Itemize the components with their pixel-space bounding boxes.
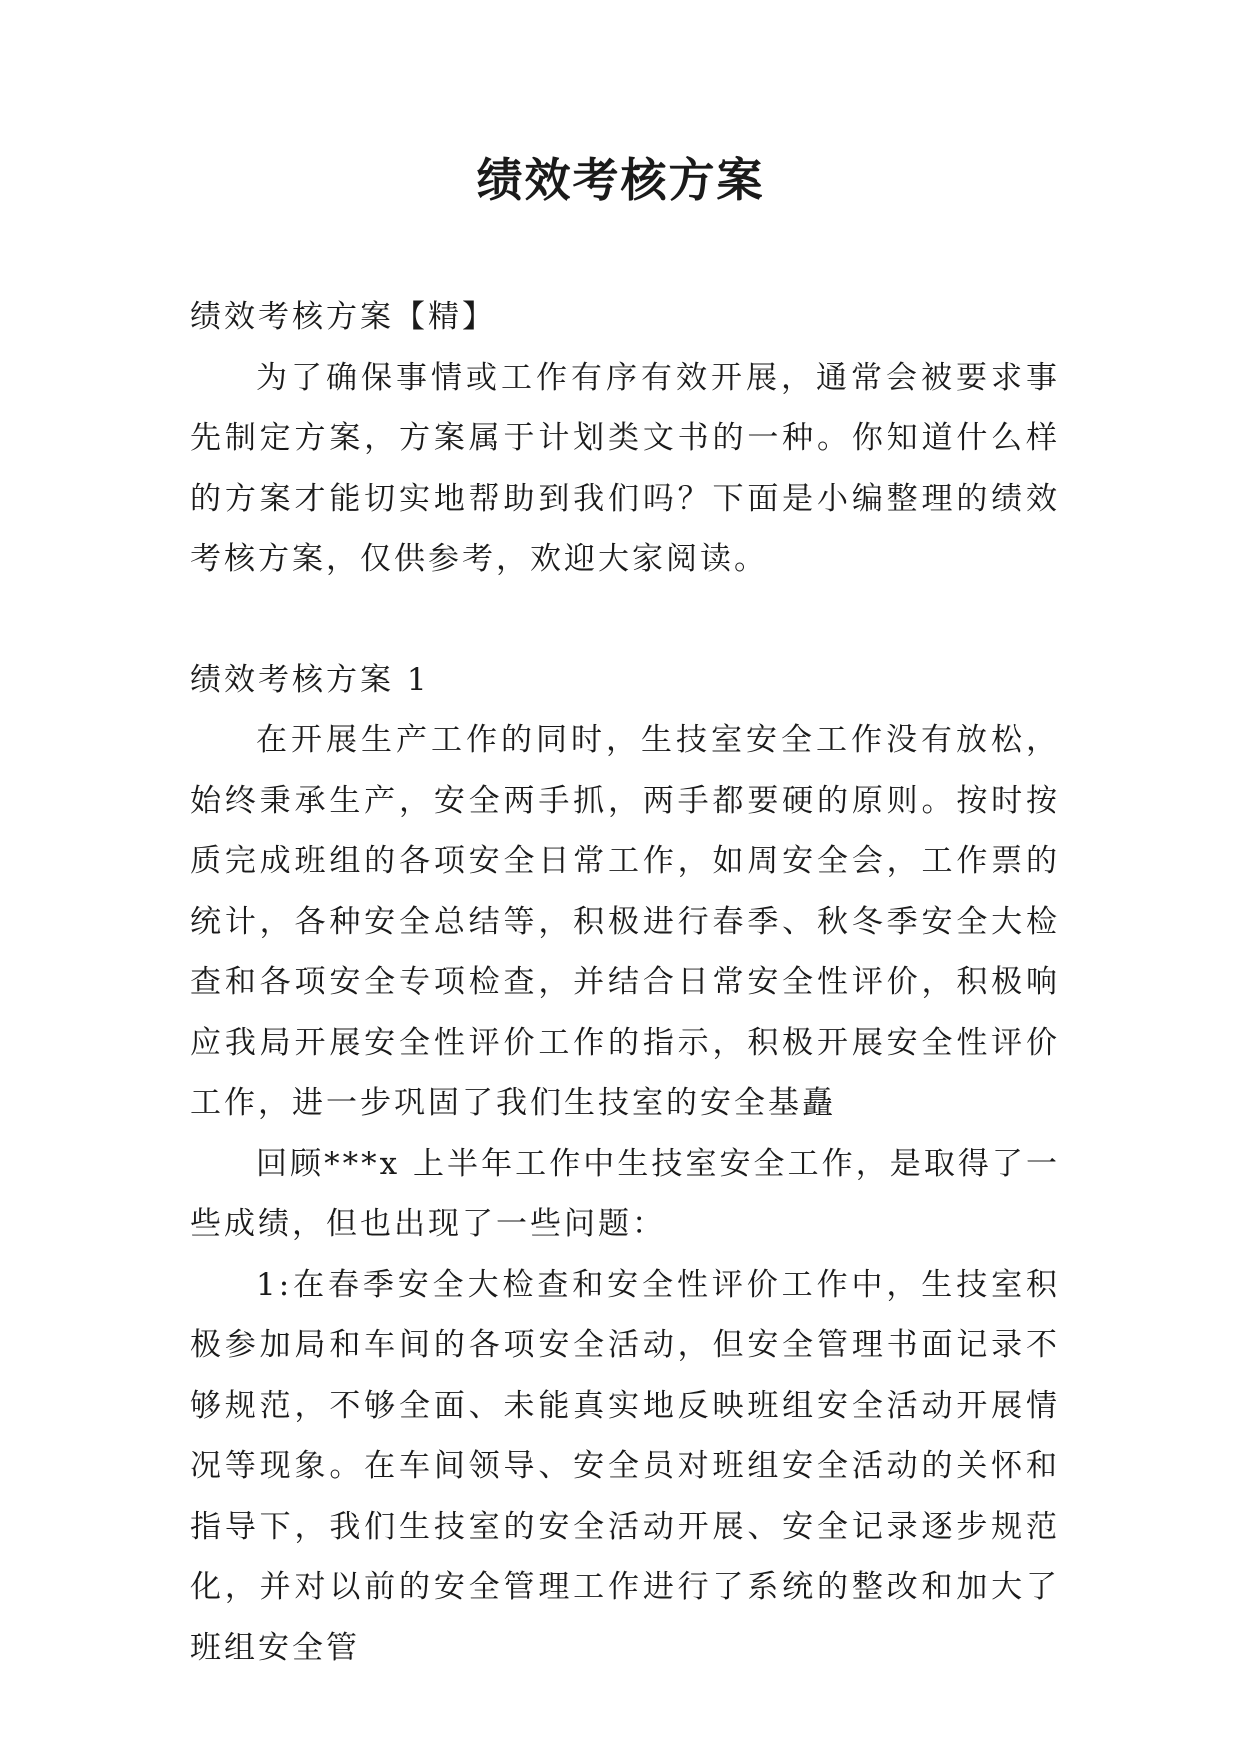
section-spacer (190, 590, 1060, 650)
section-heading: 绩效考核方案 1 (190, 661, 430, 698)
intro-heading: 绩效考核方案【精】 (190, 299, 496, 335)
section-paragraph: 回顾***x 上半年工作中生技室安全工作，是取得了一些成绩，但也出现了一些问题： (190, 1145, 1060, 1242)
document-title: 绩效考核方案 (476, 153, 765, 207)
section-paragraph: 在开展生产工作的同时，生技室安全工作没有放松，始终秉承生产，安全两手抓，两手都要硬的原则。按时按质完成班组的各项安全日常工作，如周安全会，工作票的统计，各种安全总结等，积极进行春季、秋冬季安全大检查和各项安全专项检查，并结合日常安全性评价，积极响应我局开展安全性评价工作的指示，积极开展安全性评价工作，进一步巩固了我们生技室的安全基矗 (190, 722, 1060, 1121)
intro-paragraph: 为了确保事情或工作有序有效开展，通常会被要求事先制定方案，方案属于计划类文书的一种。你知道什么样的方案才能切实地帮助到我们吗？下面是小编整理的绩效考核方案，仅供参考，欢迎大家阅读。 (190, 359, 1060, 577)
document-body (190, 287, 1060, 1678)
section-paragraph: 1:在春季安全大检查和安全性评价工作中，生技室积极参加局和车间的各项安全活动，但安全管理书面记录不够规范，不够全面、未能真实地反映班组安全活动开展情况等现象。在车间领导、安全员对班组安全活动的关怀和指导下，我们生技室的安全活动开展、安全记录逐步规范化，并对以前的安全管理工作进行了系统的整改和加大了班组安全管 (190, 1266, 1060, 1666)
